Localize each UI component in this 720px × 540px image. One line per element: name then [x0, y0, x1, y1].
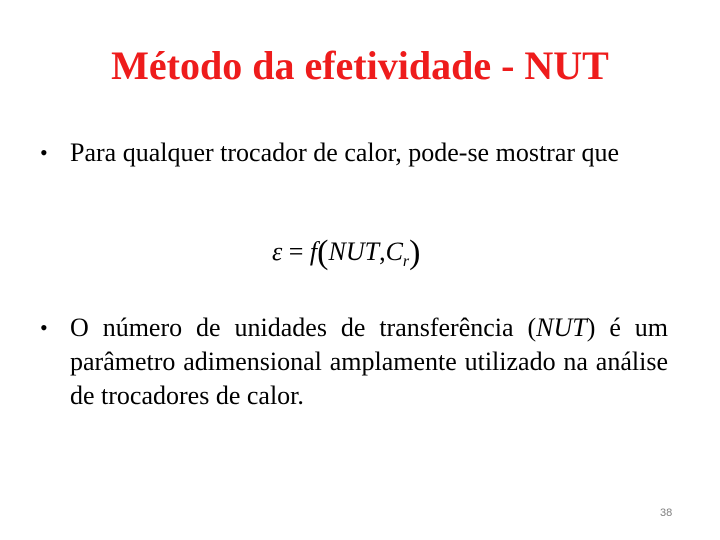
- formula-arg-c: C: [385, 237, 403, 266]
- effectiveness-formula: [272, 234, 420, 272]
- bullet-item-1: [40, 136, 668, 170]
- bullet-text-1: [70, 136, 668, 170]
- bullet-text-2-post: ) é um parâmetro adimensional amplamente utilizado na análise de trocadores de calor.: [70, 313, 669, 410]
- formula-separator: ,: [379, 237, 386, 266]
- bullet-marker: •: [40, 315, 48, 340]
- slide-title: Método da efetividade - NUT: [111, 43, 609, 88]
- formula-equals: =: [282, 237, 310, 266]
- bullet-marker: •: [40, 140, 48, 165]
- formula-function: f: [309, 237, 318, 266]
- bullet-text-2-em: NUT: [536, 313, 587, 342]
- formula-arg-c-subscript: r: [402, 253, 410, 271]
- bullet-item-2: [40, 311, 668, 413]
- page-number: 38: [660, 507, 673, 519]
- formula-arg-nut: NUT: [328, 237, 380, 266]
- bullet-text-2-pre: O número de unidades de transferência (: [70, 313, 537, 342]
- bullet-text-1-pre: Para qualquer trocador de calor, pode-se mostrar que: [70, 138, 620, 167]
- formula-close-paren: ): [409, 234, 421, 271]
- bullet-text-2: [70, 311, 668, 413]
- formula-open-paren: (: [317, 234, 329, 271]
- formula-epsilon: ε: [272, 237, 283, 266]
